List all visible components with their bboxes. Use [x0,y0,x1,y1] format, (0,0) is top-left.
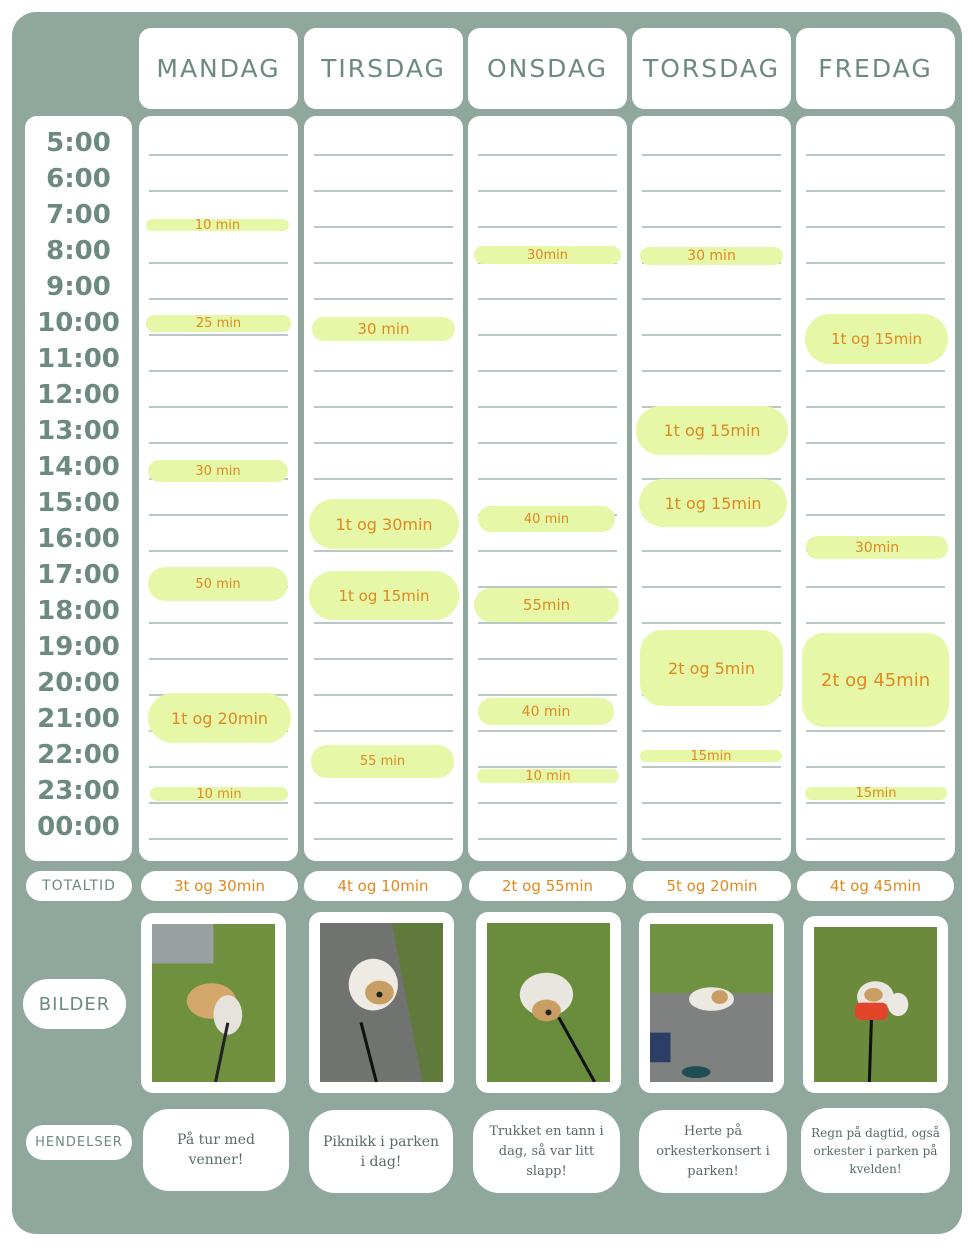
event-tirsdag: Piknikk i parken i dag! [309,1110,453,1193]
total-value: 5t og 20min [666,877,758,895]
time-label: 5:00 [46,128,111,158]
rule-line [806,190,945,192]
rule-line [149,802,288,804]
walk-block: 50 min [148,567,288,601]
walk-block: 1t og 15min [636,406,788,455]
photo-torsdag [639,913,784,1093]
walk-block: 10 min [146,219,289,231]
walk-block: 15min [640,750,782,762]
rule-line [314,478,453,480]
rule-line [314,622,453,624]
rule-line [149,514,288,516]
rule-line [642,586,781,588]
walk-block: 15min [805,787,947,800]
rule-line [478,622,617,624]
time-label: 22:00 [37,740,120,770]
rule-line [642,550,781,552]
rule-line [149,766,288,768]
time-label: 11:00 [37,344,120,374]
rule-line [149,262,288,264]
time-label: 16:00 [37,524,120,554]
rule-line [314,838,453,840]
time-label: 23:00 [37,776,120,806]
rule-line [314,262,453,264]
rule-line [314,226,453,228]
event-onsdag: Trukket en tann i dag, så var litt slapp! [473,1110,620,1193]
rule-line [642,334,781,336]
day-column-torsdag [632,116,791,861]
rule-line [478,838,617,840]
rule-line [149,154,288,156]
total-torsdag [633,871,791,901]
rule-line [314,370,453,372]
walk-block: 55 min [311,745,454,778]
time-label: 18:00 [37,596,120,626]
event-mandag: På tur med venner! [143,1109,289,1191]
time-label: 6:00 [46,164,111,194]
rule-line [478,694,617,696]
rule-line [642,154,781,156]
day-header-fredag: FREDAG [796,28,955,109]
walk-block: 30min [806,536,948,559]
walk-block: 2t og 45min [802,633,949,727]
walk-block: 2t og 5min [640,630,783,706]
rule-line [149,550,288,552]
rule-line [149,370,288,372]
time-label: 20:00 [37,668,120,698]
rule-line [642,298,781,300]
total-value: 2t og 55min [501,877,594,895]
walk-block: 30 min [640,247,783,265]
day-column-fredag [796,116,955,861]
walk-block: 1t og 30min [309,499,459,549]
rule-line [478,298,617,300]
day-column-mandag [139,116,298,861]
dog-photo [320,923,443,1082]
time-label: 10:00 [37,308,120,338]
day-column-onsdag [468,116,627,861]
walk-block: 30min [474,246,621,264]
dog-photo-art [650,924,773,1082]
rule-line [642,838,781,840]
day-header-torsdag: TORSDAG [632,28,791,109]
rule-line [806,622,945,624]
day-header-onsdag: ONSDAG [468,28,627,109]
events-label [26,1125,132,1160]
walk-block: 1t og 20min [148,693,291,743]
time-label: 12:00 [37,380,120,410]
walk-block: 55min [474,588,619,622]
rule-line [314,730,453,732]
rule-line [642,226,781,228]
photo-fredag [803,916,948,1093]
rule-line [314,694,453,696]
dog-photo [650,924,773,1082]
dog-photo [487,923,610,1082]
rule-line [149,658,288,660]
rule-line [806,766,945,768]
dog-photo-art [814,927,937,1082]
walk-block: 1t og 15min [309,571,459,620]
walk-block: 40 min [478,506,615,532]
rule-line [478,802,617,804]
dog-photo-art [487,923,610,1082]
walk-block: 30 min [148,460,288,482]
rule-line [478,154,617,156]
rule-line [314,406,453,408]
rule-line [478,478,617,480]
rule-line [642,730,781,732]
rule-line [314,550,453,552]
rule-line [478,370,617,372]
walk-block: 10 min [477,769,619,783]
rule-line [149,298,288,300]
rule-line [314,442,453,444]
rule-line [642,622,781,624]
total-fredag [797,871,954,901]
walk-block: 30 min [312,317,455,341]
rule-line [806,442,945,444]
dog-photo-art [320,923,443,1082]
dog-photo [814,927,937,1082]
rule-line [478,550,617,552]
day-header-mandag: MANDAG [139,28,298,109]
walk-block: 1t og 15min [639,479,787,527]
event-torsdag: Herte på orkesterkonsert i parken! [639,1110,787,1193]
time-label: 15:00 [37,488,120,518]
rule-line [478,226,617,228]
planner-board [12,12,962,1234]
rule-line [806,154,945,156]
rule-line [806,838,945,840]
rule-line [478,658,617,660]
rule-line [806,730,945,732]
rule-line [314,658,453,660]
photos-label-text: BILDER [38,993,111,1015]
time-label: 17:00 [37,560,120,590]
day-header-tirsdag: TIRSDAG [304,28,463,109]
time-label: 14:00 [37,452,120,482]
rule-line [642,190,781,192]
rule-line [806,226,945,228]
time-label: 21:00 [37,704,120,734]
rule-line [314,190,453,192]
total-value: 4t og 10min [337,877,429,895]
rule-line [149,838,288,840]
rule-line [806,406,945,408]
rule-line [806,262,945,264]
rule-line [806,298,945,300]
time-label: 7:00 [46,200,111,230]
rule-line [149,442,288,444]
rule-line [806,370,945,372]
total-mandag [141,871,298,901]
rule-line [314,298,453,300]
rule-line [806,514,945,516]
rule-line [149,622,288,624]
total-onsdag [469,871,626,901]
photo-onsdag [476,912,621,1093]
event-fredag: Regn på dagtid, også orkester i parken på kvelden! [801,1108,950,1193]
total-value: 4t og 45min [829,877,922,895]
rule-line [806,802,945,804]
time-label: 00:00 [37,812,120,842]
rule-line [642,370,781,372]
total-value: 3t og 30min [173,877,266,895]
time-label: 13:00 [37,416,120,446]
rule-line [478,406,617,408]
time-label: 19:00 [37,632,120,662]
rule-line [149,190,288,192]
walk-block: 1t og 15min [805,314,948,364]
walk-block: 40 min [478,698,614,725]
rule-line [478,730,617,732]
time-column [25,116,132,861]
day-column-tirsdag [304,116,463,861]
photo-tirsdag [309,912,454,1093]
rule-line [806,478,945,480]
rule-line [149,406,288,408]
time-label: 9:00 [46,272,111,302]
walk-block: 25 min [146,315,291,332]
total-tirsdag [304,871,462,901]
dog-photo [152,924,275,1082]
photos-label [23,979,126,1029]
rule-line [806,586,945,588]
rule-line [478,334,617,336]
dog-photo-art [152,924,275,1082]
rule-line [314,154,453,156]
rule-line [642,766,781,768]
total-label-text: TOTALTID [42,878,116,894]
photo-mandag [141,913,286,1093]
events-label-text: HENDELSER [35,1135,123,1150]
walk-block: 10 min [150,787,288,801]
rule-line [478,190,617,192]
rule-line [149,334,288,336]
rule-line [478,442,617,444]
total-label [26,871,132,901]
time-label: 8:00 [46,236,111,266]
rule-line [314,802,453,804]
rule-line [642,802,781,804]
